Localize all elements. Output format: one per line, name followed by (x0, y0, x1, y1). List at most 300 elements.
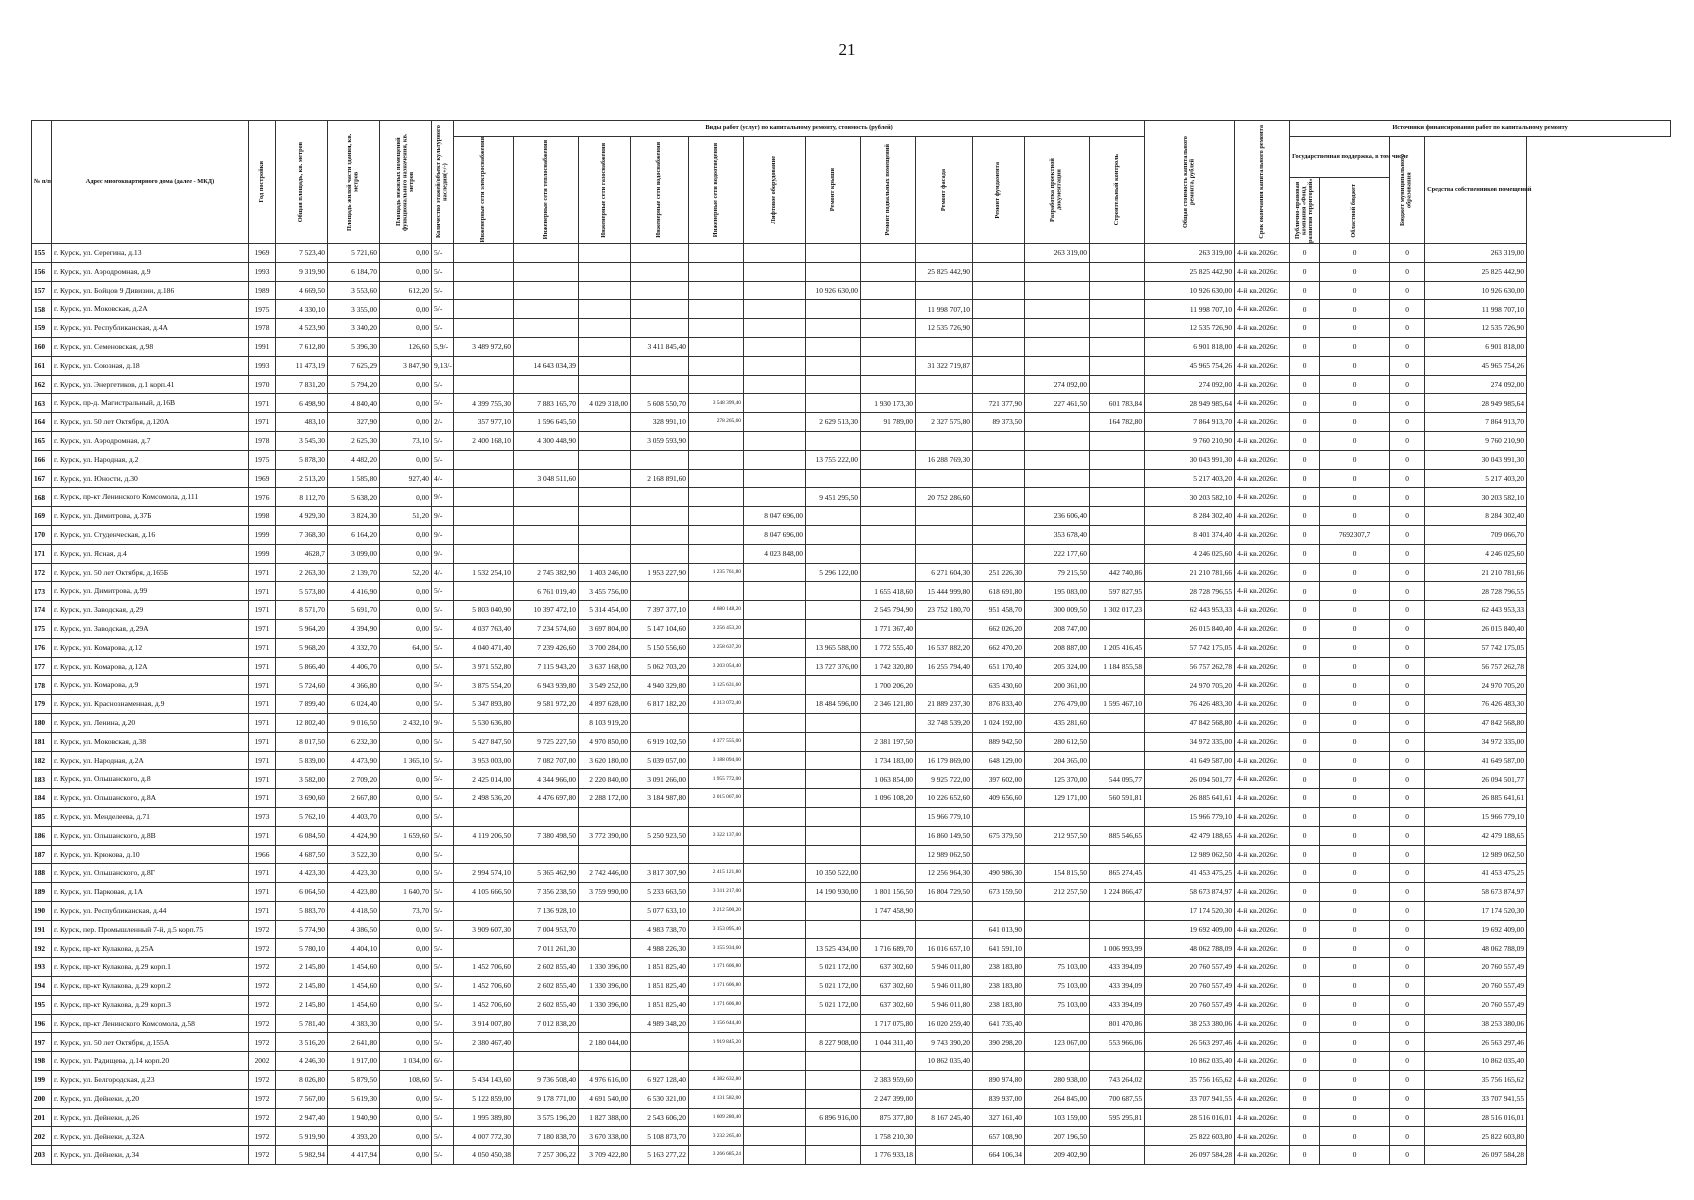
work-supervision-cell: 700 687,55 (1090, 1089, 1145, 1108)
work-electric-cell: 3 953 003,00 (454, 751, 514, 770)
living-area-cell: 4 386,50 (328, 920, 380, 939)
total-cost-cell: 26 094 501,77 (1145, 770, 1235, 789)
work-foundation-cell: 651 170,40 (973, 657, 1025, 676)
work-gas-cell: 1 827 388,00 (579, 1108, 631, 1127)
work-water-cell: 5 039 057,00 (631, 751, 689, 770)
work-facade-cell (916, 1071, 973, 1090)
work-facade-cell: 9 925 722,00 (916, 770, 973, 789)
owners-cell: 25 822 603,80 (1425, 1127, 1527, 1146)
work-heat-cell (514, 1052, 579, 1071)
owners-cell: 33 707 941,55 (1425, 1089, 1527, 1108)
regional-cell: 0 (1320, 488, 1390, 507)
work-design-cell (1025, 356, 1090, 375)
work-foundation-cell: 238 183,80 (973, 958, 1025, 977)
living-area-cell: 3 553,60 (328, 281, 380, 300)
nonres-area-cell: 0,00 (380, 845, 432, 864)
owners-cell: 10 926 630,00 (1425, 281, 1527, 300)
work-foundation-cell: 1 024 192,00 (973, 713, 1025, 732)
year-cell: 1973 (249, 807, 276, 826)
work-roof-cell (806, 262, 861, 281)
work-roof-cell (806, 507, 861, 526)
deadline-cell: 4-й кв.2026г. (1235, 1108, 1290, 1127)
work-electric-cell: 1 995 389,80 (454, 1108, 514, 1127)
municipal-cell: 0 (1390, 469, 1425, 488)
work-water-cell (631, 807, 689, 826)
work-facade-cell (916, 920, 973, 939)
work-facade-cell: 2 327 575,80 (916, 413, 973, 432)
work-water-cell (631, 582, 689, 601)
work-roof-cell: 5 021 172,00 (806, 958, 861, 977)
work-electric-cell: 4 105 666,50 (454, 883, 514, 902)
work-heat-cell: 7 257 306,22 (514, 1146, 579, 1165)
year-cell: 1972 (249, 1108, 276, 1127)
work-basement-cell (861, 525, 916, 544)
work-foundation-cell (973, 244, 1025, 263)
work-basement-cell (861, 431, 916, 450)
work-basement-cell: 637 302,60 (861, 958, 916, 977)
regional-cell: 0 (1320, 431, 1390, 450)
work-roof-cell: 6 896 916,00 (806, 1108, 861, 1127)
work-design-cell: 200 361,00 (1025, 676, 1090, 695)
work-sewer-cell: 4 377 555,00 (689, 732, 744, 751)
fund-cell: 0 (1290, 1052, 1320, 1071)
work-sewer-cell: 3 156 644,40 (689, 1014, 744, 1033)
owners-cell: 15 966 779,10 (1425, 807, 1527, 826)
work-basement-cell (861, 826, 916, 845)
work-design-cell (1025, 939, 1090, 958)
header-work-electric: Инженерные сети электроснабжения (454, 137, 514, 244)
table-row (32, 1108, 1671, 1127)
work-elevator-cell (744, 977, 806, 996)
living-area-cell: 4 416,90 (328, 582, 380, 601)
regional-cell: 0 (1320, 1052, 1390, 1071)
work-design-cell (1025, 469, 1090, 488)
deadline-cell: 4-й кв.2026г. (1235, 300, 1290, 319)
address-cell: г. Курск, пр-кт Ленинского Комсомола, д.111 (52, 488, 249, 507)
address-cell: г. Курск, ул. Студенческая, д.16 (52, 525, 249, 544)
work-facade-cell: 16 537 882,20 (916, 638, 973, 657)
total-cost-cell: 8 401 374,40 (1145, 525, 1235, 544)
work-electric-cell (454, 300, 514, 319)
work-design-cell: 75 103,00 (1025, 977, 1090, 996)
fund-cell: 0 (1290, 394, 1320, 413)
work-roof-cell: 9 451 295,50 (806, 488, 861, 507)
floors-cell: 9,13/- (432, 356, 454, 375)
deadline-cell: 4-й кв.2026г. (1235, 770, 1290, 789)
address-cell: г. Курск, ул. Моковская, д.2А (52, 300, 249, 319)
work-gas-cell (579, 1014, 631, 1033)
total-area-cell: 5 919,90 (276, 1127, 328, 1146)
address-cell: г. Курск, пр-д. Магистральный, д.16В (52, 394, 249, 413)
nonres-area-cell: 3 847,90 (380, 356, 432, 375)
total-area-cell: 5 774,90 (276, 920, 328, 939)
work-elevator-cell (744, 695, 806, 714)
work-roof-cell (806, 582, 861, 601)
regional-cell: 0 (1320, 375, 1390, 394)
floors-cell: 4/- (432, 469, 454, 488)
work-facade-cell: 12 256 964,30 (916, 864, 973, 883)
work-roof-cell (806, 732, 861, 751)
header-sources-group: Источники финансирования работ по капитальному ремонту (1290, 121, 1671, 137)
table-row (32, 525, 1671, 544)
work-electric-cell: 3 971 552,80 (454, 657, 514, 676)
living-area-cell: 6 164,20 (328, 525, 380, 544)
work-water-cell (631, 525, 689, 544)
owners-cell: 42 479 188,65 (1425, 826, 1527, 845)
work-heat-cell: 2 745 382,90 (514, 563, 579, 582)
total-area-cell: 5 866,40 (276, 657, 328, 676)
work-facade-cell (916, 901, 973, 920)
work-elevator-cell (744, 582, 806, 601)
work-facade-cell: 16 860 149,50 (916, 826, 973, 845)
fund-cell: 0 (1290, 507, 1320, 526)
work-elevator-cell (744, 638, 806, 657)
total-cost-cell: 28 949 985,64 (1145, 394, 1235, 413)
address-cell: г. Курск, ул. Парковая, д.1А (52, 883, 249, 902)
row-number-cell: 202 (32, 1127, 52, 1146)
total-cost-cell: 35 756 165,62 (1145, 1071, 1235, 1090)
work-design-cell: 154 815,50 (1025, 864, 1090, 883)
living-area-cell: 2 139,70 (328, 563, 380, 582)
address-cell: г. Курск, ул. Моковская, д.38 (52, 732, 249, 751)
table-row (32, 901, 1671, 920)
work-basement-cell (861, 262, 916, 281)
table-row (32, 1071, 1671, 1090)
municipal-cell: 0 (1390, 864, 1425, 883)
table-row (32, 300, 1671, 319)
work-facade-cell: 21 889 237,30 (916, 695, 973, 714)
work-roof-cell (806, 789, 861, 808)
deadline-cell: 4-й кв.2026г. (1235, 525, 1290, 544)
work-electric-cell: 3 489 972,60 (454, 337, 514, 356)
work-heat-cell: 7 239 426,60 (514, 638, 579, 657)
municipal-cell: 0 (1390, 676, 1425, 695)
work-water-cell: 6 530 321,00 (631, 1089, 689, 1108)
address-cell: г. Курск, ул. 50 лет Октября, д.120А (52, 413, 249, 432)
work-elevator-cell (744, 958, 806, 977)
owners-cell: 21 210 781,66 (1425, 563, 1527, 582)
total-cost-cell: 9 760 210,90 (1145, 431, 1235, 450)
work-design-cell (1025, 337, 1090, 356)
work-supervision-cell (1090, 544, 1145, 563)
work-electric-cell: 1 452 706,60 (454, 995, 514, 1014)
year-cell: 1972 (249, 1014, 276, 1033)
work-water-cell: 3 091 266,00 (631, 770, 689, 789)
floors-cell: 5/- (432, 394, 454, 413)
work-facade-cell: 16 288 769,30 (916, 450, 973, 469)
year-cell: 1999 (249, 525, 276, 544)
floors-cell: 5/- (432, 1089, 454, 1108)
work-foundation-cell (973, 319, 1025, 338)
nonres-area-cell: 0,00 (380, 1014, 432, 1033)
nonres-area-cell: 0,00 (380, 958, 432, 977)
year-cell: 1971 (249, 582, 276, 601)
fund-cell: 0 (1290, 563, 1320, 582)
work-heat-cell: 2 602 855,40 (514, 977, 579, 996)
work-basement-cell (861, 1052, 916, 1071)
floors-cell: 9/- (432, 507, 454, 526)
total-area-cell: 7 567,00 (276, 1089, 328, 1108)
row-number-cell: 183 (32, 770, 52, 789)
total-cost-cell: 10 862 035,40 (1145, 1052, 1235, 1071)
header-owners: Средства собственников помещений (1425, 137, 1527, 244)
work-foundation-cell: 664 106,34 (973, 1146, 1025, 1165)
work-design-cell: 274 092,00 (1025, 375, 1090, 394)
row-number-cell: 192 (32, 939, 52, 958)
address-cell: г. Курск, ул. Аэродромная, д.7 (52, 431, 249, 450)
floors-cell: 5,9/- (432, 337, 454, 356)
work-supervision-cell (1090, 375, 1145, 394)
work-foundation-cell: 635 430,60 (973, 676, 1025, 695)
table-row (32, 619, 1671, 638)
work-foundation-cell (973, 337, 1025, 356)
row-number-cell: 164 (32, 413, 52, 432)
address-cell: г. Курск, ул. Радищева, д.14 корп.20 (52, 1052, 249, 1071)
municipal-cell: 0 (1390, 657, 1425, 676)
regional-cell: 0 (1320, 356, 1390, 375)
fund-cell: 0 (1290, 676, 1320, 695)
floors-cell: 5/- (432, 601, 454, 620)
total-area-cell: 4 423,30 (276, 864, 328, 883)
work-water-cell: 7 397 377,10 (631, 601, 689, 620)
owners-cell: 5 217 403,20 (1425, 469, 1527, 488)
work-foundation-cell: 641 013,90 (973, 920, 1025, 939)
work-supervision-cell (1090, 507, 1145, 526)
work-roof-cell (806, 300, 861, 319)
header-total-cost: Общая стоимость капитального ремонта, рублей (1145, 121, 1235, 244)
work-roof-cell (806, 1127, 861, 1146)
work-elevator-cell (744, 883, 806, 902)
address-cell: г. Курск, ул. Энергетиков, д.1 корп.41 (52, 375, 249, 394)
total-area-cell: 5 982,94 (276, 1146, 328, 1165)
owners-cell: 9 760 210,90 (1425, 431, 1527, 450)
work-foundation-cell (973, 262, 1025, 281)
work-basement-cell: 2 381 197,50 (861, 732, 916, 751)
work-heat-cell: 10 397 472,10 (514, 601, 579, 620)
municipal-cell: 0 (1390, 751, 1425, 770)
work-basement-cell: 2 247 399,00 (861, 1089, 916, 1108)
total-cost-cell: 15 966 779,10 (1145, 807, 1235, 826)
work-gas-cell: 3 700 284,00 (579, 638, 631, 657)
work-water-cell: 1 851 825,40 (631, 977, 689, 996)
deadline-cell: 4-й кв.2026г. (1235, 375, 1290, 394)
work-sewer-cell: 3 322 137,00 (689, 826, 744, 845)
deadline-cell: 4-й кв.2026г. (1235, 920, 1290, 939)
work-water-cell: 5 250 923,50 (631, 826, 689, 845)
work-sewer-cell: 3 188 094,00 (689, 751, 744, 770)
table-row (32, 601, 1671, 620)
work-supervision-cell (1090, 1127, 1145, 1146)
work-foundation-cell: 662 470,20 (973, 638, 1025, 657)
row-number-cell: 188 (32, 864, 52, 883)
work-roof-cell (806, 375, 861, 394)
total-area-cell: 5 724,60 (276, 676, 328, 695)
total-area-cell: 12 802,40 (276, 713, 328, 732)
municipal-cell: 0 (1390, 356, 1425, 375)
work-basement-cell: 1 930 173,30 (861, 394, 916, 413)
deadline-cell: 4-й кв.2026г. (1235, 826, 1290, 845)
total-area-cell: 4628,7 (276, 544, 328, 563)
table-row (32, 507, 1671, 526)
work-sewer-cell (689, 262, 744, 281)
work-roof-cell: 13 965 588,00 (806, 638, 861, 657)
total-area-cell: 2 145,80 (276, 958, 328, 977)
work-roof-cell (806, 845, 861, 864)
owners-cell: 263 319,00 (1425, 244, 1527, 263)
work-supervision-cell (1090, 619, 1145, 638)
address-cell: г. Курск, ул. Народная, д.2А (52, 751, 249, 770)
nonres-area-cell: 51,20 (380, 507, 432, 526)
year-cell: 1971 (249, 751, 276, 770)
address-cell: г. Курск, пер. Промышленный 7-й, д.5 корп.75 (52, 920, 249, 939)
municipal-cell: 0 (1390, 826, 1425, 845)
total-area-cell: 4 669,50 (276, 281, 328, 300)
regional-cell: 0 (1320, 695, 1390, 714)
work-roof-cell (806, 1071, 861, 1090)
work-elevator-cell (744, 732, 806, 751)
work-sewer-cell (689, 431, 744, 450)
year-cell: 1971 (249, 883, 276, 902)
total-area-cell: 5 781,40 (276, 1014, 328, 1033)
fund-cell: 0 (1290, 356, 1320, 375)
work-roof-cell: 10 350 522,00 (806, 864, 861, 883)
work-sewer-cell: 2 415 121,80 (689, 864, 744, 883)
deadline-cell: 4-й кв.2026г. (1235, 413, 1290, 432)
header-work-facade: Ремонт фасада (916, 137, 973, 244)
work-heat-cell: 9 725 227,50 (514, 732, 579, 751)
work-water-cell (631, 262, 689, 281)
year-cell: 1972 (249, 977, 276, 996)
work-elevator-cell (744, 394, 806, 413)
work-heat-cell: 3 575 196,20 (514, 1108, 579, 1127)
living-area-cell: 4 403,70 (328, 807, 380, 826)
total-area-cell: 5 839,00 (276, 751, 328, 770)
work-elevator-cell (744, 676, 806, 695)
deadline-cell: 4-й кв.2026г. (1235, 1033, 1290, 1052)
work-elevator-cell (744, 1014, 806, 1033)
work-sewer-cell: 1 171 606,80 (689, 958, 744, 977)
work-water-cell: 3 184 987,80 (631, 789, 689, 808)
work-gas-cell (579, 939, 631, 958)
deadline-cell: 4-й кв.2026г. (1235, 337, 1290, 356)
work-gas-cell (579, 356, 631, 375)
work-heat-cell (514, 845, 579, 864)
work-basement-cell: 1 044 311,40 (861, 1033, 916, 1052)
owners-cell: 26 885 641,61 (1425, 789, 1527, 808)
municipal-cell: 0 (1390, 1146, 1425, 1165)
living-area-cell: 1 454,60 (328, 977, 380, 996)
table-row (32, 262, 1671, 281)
work-supervision-cell (1090, 281, 1145, 300)
deadline-cell: 4-й кв.2026г. (1235, 469, 1290, 488)
work-roof-cell (806, 319, 861, 338)
total-cost-cell: 26 563 297,46 (1145, 1033, 1235, 1052)
work-roof-cell (806, 356, 861, 375)
owners-cell: 25 825 442,90 (1425, 262, 1527, 281)
work-electric-cell: 3 875 554,20 (454, 676, 514, 695)
regional-cell: 0 (1320, 845, 1390, 864)
work-roof-cell (806, 601, 861, 620)
table-row (32, 939, 1671, 958)
year-cell: 1972 (249, 920, 276, 939)
header-year: Год постройки (249, 121, 276, 244)
work-gas-cell (579, 1052, 631, 1071)
owners-cell: 45 965 754,26 (1425, 356, 1527, 375)
nonres-area-cell: 0,00 (380, 1033, 432, 1052)
floors-cell: 5/- (432, 958, 454, 977)
work-gas-cell (579, 262, 631, 281)
living-area-cell: 7 625,29 (328, 356, 380, 375)
year-cell: 1999 (249, 544, 276, 563)
total-cost-cell: 30 203 582,10 (1145, 488, 1235, 507)
row-number-cell: 168 (32, 488, 52, 507)
work-supervision-cell (1090, 732, 1145, 751)
living-area-cell: 4 417,94 (328, 1146, 380, 1165)
living-area-cell: 4 418,50 (328, 901, 380, 920)
work-water-cell: 4 983 738,70 (631, 920, 689, 939)
municipal-cell: 0 (1390, 281, 1425, 300)
nonres-area-cell: 0,00 (380, 1146, 432, 1165)
nonres-area-cell: 0,00 (380, 619, 432, 638)
work-gas-cell (579, 375, 631, 394)
total-cost-cell: 33 707 941,55 (1145, 1089, 1235, 1108)
header-work-supervision: Строительный контроль (1090, 137, 1145, 244)
nonres-area-cell: 0,00 (380, 582, 432, 601)
row-number-cell: 162 (32, 375, 52, 394)
total-cost-cell: 38 253 380,06 (1145, 1014, 1235, 1033)
address-cell: г. Курск, пр-кт Кулакова, д.29 корп.1 (52, 958, 249, 977)
work-elevator-cell (744, 619, 806, 638)
work-electric-cell (454, 525, 514, 544)
work-heat-cell (514, 525, 579, 544)
work-facade-cell (916, 281, 973, 300)
work-elevator-cell (744, 1052, 806, 1071)
nonres-area-cell: 0,00 (380, 864, 432, 883)
fund-cell: 0 (1290, 995, 1320, 1014)
work-facade-cell: 16 016 657,10 (916, 939, 973, 958)
deadline-cell: 4-й кв.2026г. (1235, 281, 1290, 300)
work-design-cell (1025, 807, 1090, 826)
work-water-cell: 1 851 825,40 (631, 995, 689, 1014)
municipal-cell: 0 (1390, 375, 1425, 394)
work-foundation-cell: 641 735,40 (973, 1014, 1025, 1033)
work-design-cell: 227 461,50 (1025, 394, 1090, 413)
municipal-cell: 0 (1390, 319, 1425, 338)
regional-cell: 0 (1320, 901, 1390, 920)
owners-cell: 48 062 788,09 (1425, 939, 1527, 958)
address-cell: г. Курск, ул. Народная, д.2 (52, 450, 249, 469)
year-cell: 1969 (249, 469, 276, 488)
work-design-cell: 264 845,00 (1025, 1089, 1090, 1108)
regional-cell: 0 (1320, 619, 1390, 638)
work-gas-cell (579, 281, 631, 300)
floors-cell: 5/- (432, 1071, 454, 1090)
work-facade-cell: 6 271 604,30 (916, 563, 973, 582)
work-facade-cell (916, 507, 973, 526)
work-gas-cell (579, 469, 631, 488)
owners-cell: 26 015 840,40 (1425, 619, 1527, 638)
work-supervision-cell: 801 470,86 (1090, 1014, 1145, 1033)
fund-cell: 0 (1290, 695, 1320, 714)
work-sewer-cell: 3 266 685,24 (689, 1146, 744, 1165)
work-basement-cell: 1 747 458,90 (861, 901, 916, 920)
work-basement-cell: 91 789,00 (861, 413, 916, 432)
work-sewer-cell: 278 265,60 (689, 413, 744, 432)
work-supervision-cell (1090, 450, 1145, 469)
work-foundation-cell: 673 159,50 (973, 883, 1025, 902)
floors-cell: 5/- (432, 901, 454, 920)
total-cost-cell: 19 692 409,00 (1145, 920, 1235, 939)
